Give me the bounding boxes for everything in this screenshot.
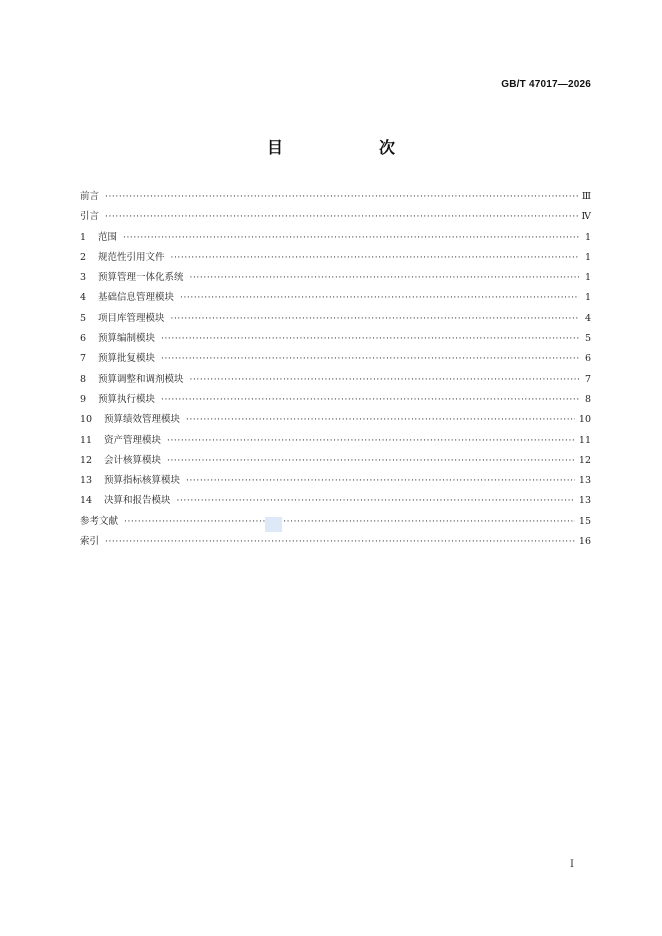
toc-entry-label: 预算绩效管理模块 <box>104 414 181 426</box>
toc-entry-page: 1 <box>584 251 591 263</box>
toc-entry-label: 前言 <box>80 191 100 202</box>
dot-leader <box>180 292 579 305</box>
dot-leader <box>123 232 579 245</box>
toc-entry-number: 5 <box>80 312 87 324</box>
page-number: Ⅰ <box>570 859 574 870</box>
toc-entry-number: 3 <box>80 272 87 284</box>
watermark-mark <box>265 517 282 532</box>
toc-entry-number: 14 <box>80 495 93 507</box>
toc-entry-page: Ⅲ <box>581 191 591 202</box>
toc-entry-10[interactable] <box>80 413 591 433</box>
toc-entry-page: 12 <box>578 454 591 466</box>
toc-entry-3[interactable] <box>80 271 591 291</box>
toc-entry-label: 引言 <box>80 211 100 223</box>
dot-leader <box>167 435 575 448</box>
toc-entry-label: 预算调整和调剂模块 <box>98 373 184 385</box>
toc-entry-page: 13 <box>578 495 591 507</box>
toc-entry-page: 11 <box>578 434 591 446</box>
toc-entry-page: 15 <box>578 515 591 527</box>
toc-entry-label: 资产管理模块 <box>104 434 162 446</box>
dot-leader <box>161 333 579 346</box>
dot-leader <box>105 211 577 224</box>
toc-entry-1[interactable] <box>80 231 591 251</box>
toc-entry-label: 基础信息管理模块 <box>98 292 175 304</box>
toc-entry-label: 预算编制模块 <box>98 333 156 345</box>
dot-leader <box>186 475 575 488</box>
dot-leader <box>161 353 579 366</box>
table-of-contents <box>80 190 591 555</box>
toc-entry-page: 8 <box>584 393 591 405</box>
dot-leader <box>177 495 575 508</box>
dot-leader <box>124 516 575 529</box>
toc-entry-label: 预算执行模块 <box>98 393 156 405</box>
toc-entry-number: 8 <box>80 373 87 385</box>
toc-entry-14[interactable] <box>80 494 591 514</box>
dot-leader <box>171 252 579 265</box>
toc-title: 目 次 <box>266 138 435 157</box>
toc-entry-number: 6 <box>80 333 87 345</box>
toc-entry-page: 4 <box>584 312 591 324</box>
toc-entry-number: 1 <box>80 231 87 243</box>
toc-entry-number: 10 <box>80 414 93 426</box>
toc-entry-page: 16 <box>578 536 591 548</box>
standard-code: GB/T 47017—2026 <box>501 79 591 90</box>
toc-entry-page: 6 <box>584 353 591 365</box>
toc-entry-number: 2 <box>80 251 87 263</box>
toc-entry-number: 13 <box>80 475 93 487</box>
dot-leader <box>190 272 579 285</box>
toc-entry-page: 13 <box>578 475 591 487</box>
toc-entry-label: 范围 <box>98 231 118 243</box>
toc-entry-page: 1 <box>584 231 591 243</box>
toc-entry-introduction[interactable] <box>80 210 591 230</box>
toc-entry-page: 5 <box>584 333 591 345</box>
toc-entry-label: 决算和报告模块 <box>104 495 171 507</box>
toc-entry-number: 9 <box>80 393 87 405</box>
toc-entry-number: 7 <box>80 353 87 365</box>
toc-entry-9[interactable] <box>80 393 591 413</box>
toc-entry-page: Ⅳ <box>581 211 591 223</box>
toc-entry-label: 预算指标核算模块 <box>104 475 181 487</box>
toc-entry-4[interactable] <box>80 291 591 311</box>
toc-entry-number: 4 <box>80 292 87 304</box>
toc-entry-label: 索引 <box>80 536 100 548</box>
dot-leader <box>105 536 575 549</box>
toc-entry-6[interactable] <box>80 332 591 352</box>
toc-entry-2[interactable] <box>80 251 591 271</box>
toc-entry-number: 12 <box>80 454 93 466</box>
toc-entry-label: 项目库管理模块 <box>98 312 165 324</box>
toc-entry-references[interactable] <box>80 515 591 535</box>
dot-leader <box>186 414 575 427</box>
toc-entry-7[interactable] <box>80 352 591 372</box>
toc-entry-foreword[interactable] <box>80 190 591 210</box>
dot-leader <box>171 313 579 326</box>
toc-entry-13[interactable] <box>80 474 591 494</box>
toc-entry-11[interactable] <box>80 434 591 454</box>
toc-entry-page: 10 <box>578 414 591 426</box>
toc-entry-label: 会计核算模块 <box>104 454 162 466</box>
toc-entry-page: 1 <box>584 272 591 284</box>
dot-leader <box>167 455 575 468</box>
toc-entry-12[interactable] <box>80 454 591 474</box>
toc-entry-page: 7 <box>584 373 591 385</box>
toc-entry-label: 预算批复模块 <box>98 353 156 365</box>
dot-leader <box>161 394 579 407</box>
dot-leader <box>105 191 578 204</box>
toc-entry-number: 11 <box>80 434 93 446</box>
dot-leader <box>190 374 579 387</box>
toc-entry-label: 预算管理一体化系统 <box>98 272 184 284</box>
toc-entry-5[interactable] <box>80 312 591 332</box>
toc-entry-index[interactable] <box>80 535 591 555</box>
toc-entry-8[interactable] <box>80 373 591 393</box>
toc-entry-label: 规范性引用文件 <box>98 251 165 263</box>
toc-entry-page: 1 <box>584 292 591 304</box>
toc-entry-label: 参考文献 <box>80 515 119 527</box>
